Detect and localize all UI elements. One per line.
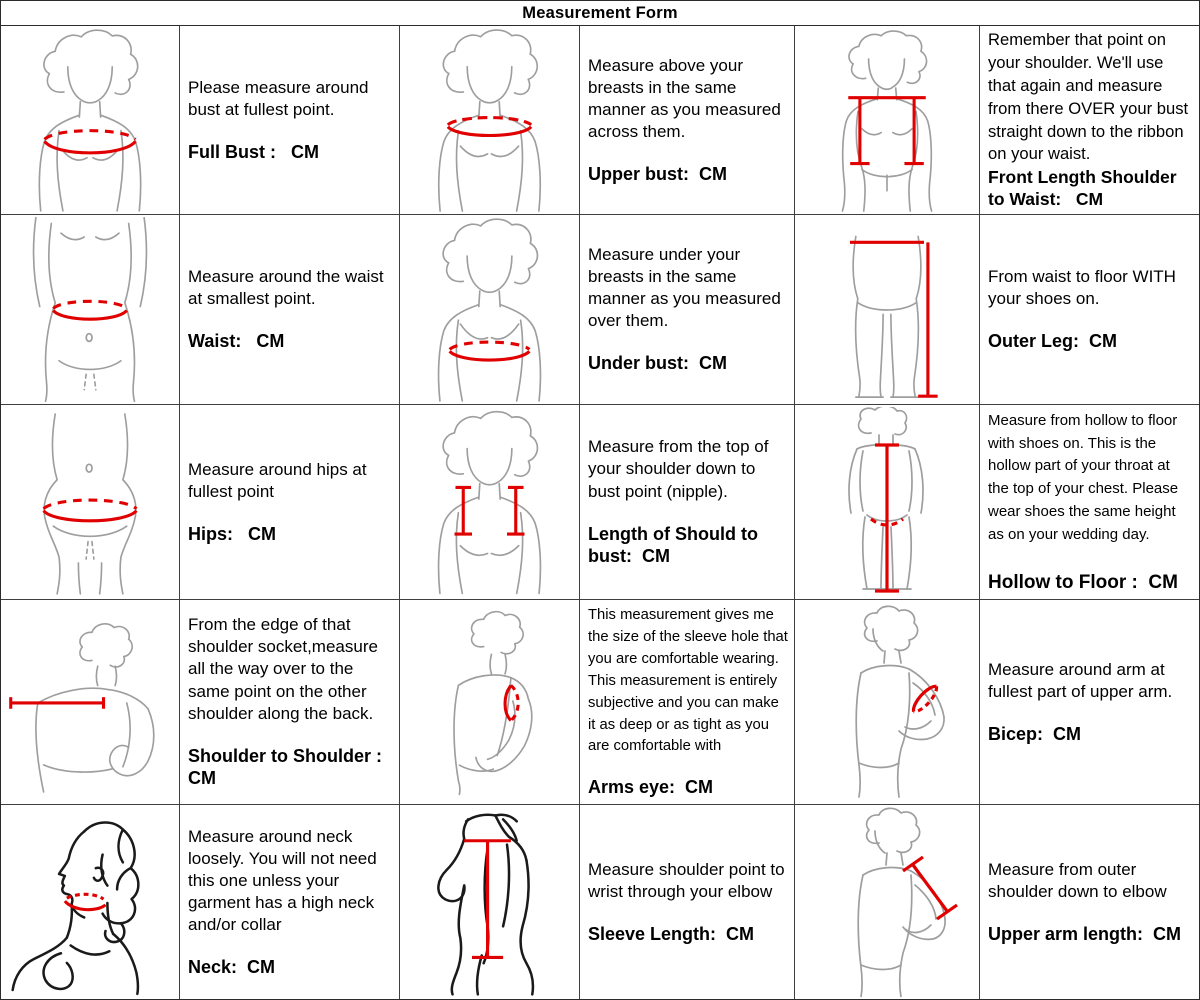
measurement-grid [1, 26, 1199, 999]
measurement-description: Measure around neck loosely. You will not need this one unless your garment has a high neck and/or collar [188, 826, 377, 934]
measurement-cell-upper-bust [580, 26, 795, 215]
measurement-cell-waist [180, 215, 400, 405]
figure-cell-outer-leg [795, 215, 980, 405]
measurement-label: Sleeve Length: CM [588, 923, 755, 944]
figure-cell-neck [1, 805, 180, 999]
shoulder-to-shoulder-figure [3, 602, 177, 802]
measurement-description: Measure above your breasts in the same manner as you measured across them. [588, 55, 781, 141]
measurement-cell-outer-leg [980, 215, 1199, 405]
measurement-label: Front Length Shoulder to Waist: CM [988, 167, 1182, 210]
outer-leg-figure [797, 217, 977, 402]
measurement-label: Outer Leg: CM [988, 331, 1117, 352]
sleeve-length-figure [402, 807, 577, 997]
measurement-description: Measure from hollow to floor with shoes on. This is the hollow part of your throat at the top of your chest. Please wear shoes the same height as on your wedding day. [988, 411, 1179, 543]
measurement-description: Measure around the waist at smallest point. [188, 267, 384, 309]
measurement-description: Please measure around bust at fullest point. [188, 77, 369, 119]
measurement-description: Measure around arm at fullest part of upper arm. [988, 659, 1173, 701]
measurement-cell-neck [180, 805, 400, 999]
measurement-label: Upper bust: CM [588, 163, 727, 184]
figure-cell-shoulder-to-bust [400, 405, 580, 600]
measurement-label: Full Bust : CM [188, 141, 319, 162]
measurement-cell-front-length [980, 26, 1199, 215]
figure-cell-full-bust [1, 26, 180, 215]
full-bust-figure [3, 28, 177, 212]
hips-figure [3, 407, 177, 597]
figure-cell-bicep [795, 600, 980, 805]
measurement-cell-bicep [980, 600, 1199, 805]
upper-bust-figure [402, 28, 577, 212]
measurement-description: Measure from the top of your shoulder down to bust point (nipple). [588, 437, 769, 501]
form-title-bar [1, 1, 1199, 26]
measurement-cell-shoulder-to-shoulder [180, 600, 400, 805]
measurement-description: Measure around hips at fullest point [188, 459, 367, 501]
measurement-label: Upper arm length: CM [988, 923, 1182, 944]
measurement-description: Measure under your breasts in the same manner as you measured over them. [588, 245, 781, 331]
figure-cell-hips [1, 405, 180, 600]
measurement-label: Length of Should to bust: CM [588, 523, 763, 567]
figure-cell-shoulder-to-shoulder [1, 600, 180, 805]
measurement-description: From waist to floor WITH your shoes on. [988, 267, 1176, 309]
measurement-label: Hollow to Floor : CM [988, 571, 1178, 593]
measurement-label: Under bust: CM [588, 353, 727, 374]
figure-cell-front-length [795, 26, 980, 215]
measurement-cell-shoulder-to-bust [580, 405, 795, 600]
measurement-cell-sleeve-length [580, 805, 795, 999]
measurement-cell-under-bust [580, 215, 795, 405]
measurement-description: Remember that point on your shoulder. We'll use that again and measure from there OVER your bust straight down to the ribbon on your waist. [988, 29, 1189, 164]
measurement-label: Arms eye: CM [588, 777, 714, 798]
figure-cell-sleeve-length [400, 805, 580, 999]
waist-figure [3, 217, 177, 402]
measurement-cell-full-bust [180, 26, 400, 215]
under-bust-figure [402, 217, 577, 402]
figure-cell-arms-eye [400, 600, 580, 805]
neck-figure [3, 807, 177, 997]
figure-cell-hollow-to-floor [795, 405, 980, 600]
figure-cell-under-bust [400, 215, 580, 405]
form-title: Measurement Form [522, 3, 678, 22]
measurement-label: Waist: CM [188, 331, 285, 352]
figure-cell-upper-arm-length [795, 805, 980, 999]
measurement-label: Shoulder to Shoulder : CM [188, 745, 388, 789]
arms-eye-figure [402, 602, 577, 802]
figure-cell-waist [1, 215, 180, 405]
measurement-cell-arms-eye [580, 600, 795, 805]
measurement-cell-hollow-to-floor [980, 405, 1199, 600]
measurement-label: Bicep: CM [988, 723, 1082, 744]
upper-arm-length-figure [797, 807, 977, 997]
measurement-label: Hips: CM [188, 523, 276, 544]
shoulder-to-bust-figure [402, 407, 577, 597]
measurement-cell-upper-arm-length [980, 805, 1199, 999]
measurement-description: This measurement gives me the size of the sleeve hole that you are comfortable wearing. This measurement is entirely subjective and you can make it as deep or as tight as you are comfortable with [588, 607, 788, 755]
front-length-figure [797, 28, 977, 212]
measurement-cell-hips [180, 405, 400, 600]
measurement-description: Measure shoulder point to wrist through your elbow [588, 859, 785, 901]
measurement-label: Neck: CM [188, 956, 276, 977]
figure-cell-upper-bust [400, 26, 580, 215]
measurement-description: From the edge of that shoulder socket,measure all the way over to the same point on the other shoulder along the back. [188, 615, 378, 723]
hollow-to-floor-figure [797, 407, 977, 597]
measurement-description: Measure from outer shoulder down to elbow [988, 859, 1167, 901]
bicep-figure [797, 602, 977, 802]
